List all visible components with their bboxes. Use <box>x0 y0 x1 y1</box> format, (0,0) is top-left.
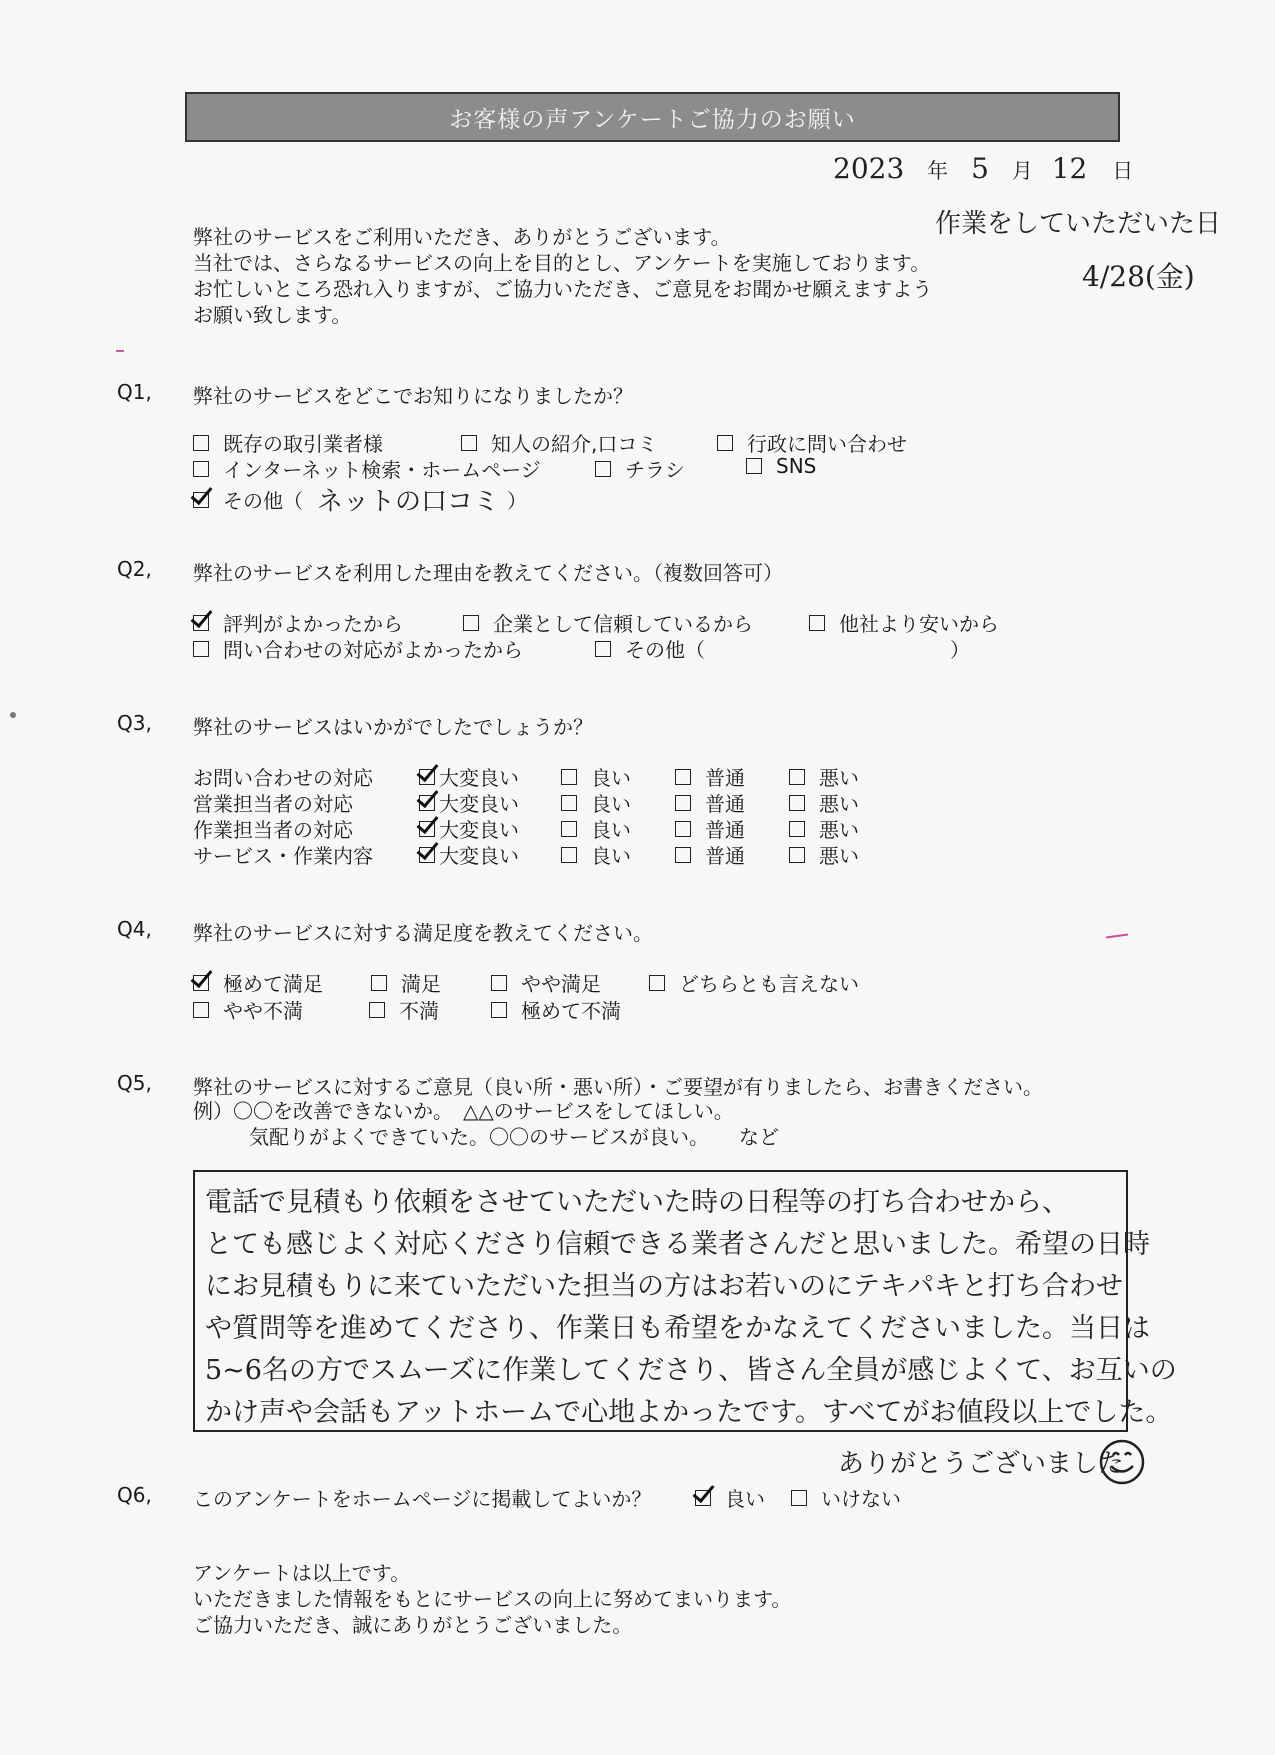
scan-speck <box>10 712 16 718</box>
q1-option-label: インターネット検索・ホームページ <box>223 458 541 482</box>
q4-checkbox[interactable] <box>491 975 507 991</box>
date-month: 5 <box>971 152 989 185</box>
q3-checkbox[interactable] <box>561 769 577 785</box>
q2-checkbox[interactable] <box>809 615 825 631</box>
q3-rating-label: 普通 <box>705 818 745 842</box>
work-date-value: 4/28(金) <box>1082 260 1195 293</box>
q3-checkbox[interactable] <box>675 821 691 837</box>
q1-checkbox-checked[interactable] <box>193 492 209 508</box>
q3-checkbox[interactable] <box>675 769 691 785</box>
q1-option-label: SNS <box>776 454 817 478</box>
intro-line: お忙しいところ恐れ入りますが、ご協力いただき、ご意見をお聞かせ願えますよう <box>193 277 933 301</box>
q3-row-label: サービス・作業内容 <box>193 844 373 868</box>
q2-option-label: その他（ <box>625 638 705 662</box>
q3-rating-option[interactable] <box>561 814 631 843</box>
q2-option[interactable] <box>193 634 523 663</box>
q4-checkbox[interactable] <box>649 975 665 991</box>
q3-row-label: お問い合わせの対応 <box>193 766 373 790</box>
q1-option[interactable] <box>717 428 907 457</box>
q3-rating-label: 大変良い <box>439 792 519 816</box>
q3-checkbox-checked[interactable] <box>419 847 435 863</box>
q2-option-label: 評判がよかったから <box>223 612 403 636</box>
q4-option[interactable] <box>491 995 621 1024</box>
q3-checkbox-checked[interactable] <box>419 795 435 811</box>
q3-rating-option[interactable] <box>675 840 745 869</box>
q1-checkbox[interactable] <box>717 435 733 451</box>
q3-rating-option[interactable] <box>789 788 859 817</box>
q3-rating-label: 大変良い <box>439 766 519 790</box>
q6-option[interactable] <box>791 1483 901 1512</box>
survey-title: お客様の声アンケートご協力のお願い <box>185 92 1120 142</box>
date-month-unit: 月 <box>1011 159 1033 183</box>
q1-option[interactable] <box>595 454 685 483</box>
q3-question: 弊社のサービスはいかがでしたでしょうか？ <box>193 715 593 739</box>
q3-rating-option[interactable] <box>561 840 631 869</box>
date-year: 2023 <box>833 152 905 185</box>
q6-checkbox[interactable] <box>791 1490 807 1506</box>
q3-rating-label: 良い <box>591 844 631 868</box>
q3-rating-label: 普通 <box>705 766 745 790</box>
q3-rating-option[interactable] <box>675 814 745 843</box>
date-day-unit: 日 <box>1112 159 1134 183</box>
intro-line: 弊社のサービスをご利用いただき、ありがとうございます。 <box>193 225 731 249</box>
footer-line: いただきました情報をもとにサービスの向上に努めてまいります。 <box>193 1587 792 1611</box>
q1-question: 弊社のサービスをどこでお知りになりましたか？ <box>193 384 633 408</box>
q3-rating-option[interactable] <box>675 788 745 817</box>
q1-option[interactable] <box>193 428 383 457</box>
q4-option-label: やや満足 <box>521 972 601 996</box>
q4-option-label: 不満 <box>399 999 439 1023</box>
q2-checkbox[interactable] <box>463 615 479 631</box>
q1-checkbox[interactable] <box>595 461 611 477</box>
q5-label: Q5, <box>117 1071 152 1095</box>
q2-question: 弊社のサービスを利用した理由を教えてください。（複数回答可） <box>193 561 783 585</box>
q3-rating-label: 悪い <box>819 818 859 842</box>
q2-option[interactable] <box>463 608 753 637</box>
q4-label: Q4, <box>117 917 152 941</box>
q2-checkbox-checked[interactable] <box>193 615 209 631</box>
work-date-label: 作業をしていただいた日 <box>935 209 1222 239</box>
q2-option-other[interactable] <box>595 634 970 663</box>
q5-answer-line: 電話で見積もり依頼をさせていただいた時の日程等の打ち合わせから、 <box>205 1187 1069 1218</box>
q4-checkbox[interactable] <box>371 975 387 991</box>
q3-checkbox[interactable] <box>561 821 577 837</box>
smiley-face-icon <box>1097 1437 1147 1487</box>
survey-date <box>833 152 1133 185</box>
q3-rating-option[interactable] <box>675 762 745 791</box>
q1-checkbox[interactable] <box>746 458 762 474</box>
q3-rating-option[interactable] <box>419 814 519 843</box>
q3-rating-label: 悪い <box>819 792 859 816</box>
q3-checkbox[interactable] <box>561 795 577 811</box>
q3-rating-label: 普通 <box>705 792 745 816</box>
q2-checkbox[interactable] <box>595 641 611 657</box>
q4-option[interactable] <box>649 968 859 997</box>
q4-option-label: 極めて満足 <box>223 972 323 996</box>
q1-option[interactable] <box>746 454 816 478</box>
q3-checkbox[interactable] <box>789 847 805 863</box>
q2-option[interactable] <box>193 608 403 637</box>
q5-question: 弊社のサービスに対するご意見（良い所・悪い所）・ご要望が有りましたら、お書きください。 <box>193 1075 1043 1099</box>
q3-rating-option[interactable] <box>419 762 519 791</box>
q4-option-label: 満足 <box>401 972 441 996</box>
q3-checkbox-checked[interactable] <box>419 821 435 837</box>
q4-option[interactable] <box>193 968 323 997</box>
footer-line: アンケートは以上です。 <box>193 1561 411 1585</box>
q5-answer-line: 5~6名の方でスムーズに作業してくださり、皆さん全員が感じよくて、お互いの <box>205 1355 1177 1386</box>
q4-checkbox[interactable] <box>491 1002 507 1018</box>
q1-option-label: 行政に問い合わせ <box>747 432 907 456</box>
q2-option-label: 他社より安いから <box>839 612 999 636</box>
q4-option[interactable] <box>369 995 439 1024</box>
q3-label: Q3, <box>117 711 152 735</box>
q2-option[interactable] <box>809 608 999 637</box>
q4-checkbox-checked[interactable] <box>193 975 209 991</box>
q1-checkbox[interactable] <box>193 461 209 477</box>
q1-option[interactable] <box>193 454 541 483</box>
q1-checkbox[interactable] <box>193 435 209 451</box>
q2-other-close: ） <box>950 638 970 662</box>
scan-mark <box>1106 933 1128 938</box>
q4-checkbox[interactable] <box>369 1002 385 1018</box>
q3-rating-label: 大変良い <box>439 844 519 868</box>
q3-rating-label: 普通 <box>705 844 745 868</box>
q3-rating-label: 良い <box>591 792 631 816</box>
q3-rating-option[interactable] <box>789 814 859 843</box>
q3-checkbox[interactable] <box>789 769 805 785</box>
q5-answer-line: にお見積もりに来ていただいた担当の方はお若いのにテキパキと打ち合わせ <box>205 1271 1123 1302</box>
q5-answer-line: や質問等を進めてくださり、作業日も希望をかなえてくださいました。当日は <box>205 1313 1150 1344</box>
q2-option-label: 企業として信頼しているから <box>493 612 753 636</box>
q4-checkbox[interactable] <box>193 1002 209 1018</box>
q3-checkbox[interactable] <box>789 795 805 811</box>
q3-rating-option[interactable] <box>789 840 859 869</box>
q5-thanks-note: ありがとうございました <box>838 1449 1125 1479</box>
footer-line: ご協力いただき、誠にありがとうございました。 <box>193 1613 633 1637</box>
q6-option[interactable] <box>695 1483 765 1512</box>
q3-rating-option[interactable] <box>419 788 519 817</box>
q3-rating-label: 悪い <box>819 844 859 868</box>
q1-option-label: 知人の紹介,口コミ <box>491 432 658 456</box>
q1-option-label: チラシ <box>625 458 685 482</box>
q6-option-label: いけない <box>821 1487 901 1511</box>
q4-option-label: やや不満 <box>223 999 303 1023</box>
q4-question: 弊社のサービスに対する満足度を教えてください。 <box>193 921 653 945</box>
q6-label: Q6, <box>117 1483 152 1507</box>
q3-rating-option[interactable] <box>561 788 631 817</box>
q3-checkbox-checked[interactable] <box>419 769 435 785</box>
q3-checkbox[interactable] <box>789 821 805 837</box>
q2-option-label: 問い合わせの対応がよかったから <box>223 638 523 662</box>
date-year-unit: 年 <box>927 159 949 183</box>
q5-example-line: 気配りがよくできていた。〇〇のサービスが良い。 など <box>249 1125 779 1149</box>
q3-checkbox[interactable] <box>561 847 577 863</box>
q5-answer-line: とても感じよく対応くださり信頼できる業者さんだと思いました。希望の日時 <box>205 1229 1150 1260</box>
q4-option-label: どちらとも言えない <box>679 972 859 996</box>
q2-label: Q2, <box>117 557 152 581</box>
q2-checkbox[interactable] <box>193 641 209 657</box>
intro-line: お願い致します。 <box>193 303 352 327</box>
q1-other-answer: ネットの口コミ <box>317 487 500 517</box>
q5-example-line: 例）〇〇を改善できないか。 △△のサービスをしてほしい。 <box>193 1099 734 1123</box>
q6-option-label: 良い <box>725 1487 765 1511</box>
q1-option-label: その他（ <box>223 489 303 513</box>
q3-rating-option[interactable] <box>561 762 631 791</box>
q3-checkbox[interactable] <box>675 795 691 811</box>
date-day: 12 <box>1051 152 1088 185</box>
q4-option[interactable] <box>193 995 303 1024</box>
q3-rating-option[interactable] <box>419 840 519 869</box>
intro-line: 当社では、さらなるサービスの向上を目的とし、アンケートを実施しております。 <box>193 251 931 275</box>
q1-label: Q1, <box>117 380 152 404</box>
q4-option-label: 極めて不満 <box>521 999 621 1023</box>
q3-checkbox[interactable] <box>675 847 691 863</box>
q3-row-label: 作業担当者の対応 <box>193 818 353 842</box>
q1-checkbox[interactable] <box>461 435 477 451</box>
q3-rating-label: 大変良い <box>439 818 519 842</box>
q1-option[interactable] <box>461 428 657 457</box>
q3-rating-option[interactable] <box>789 762 859 791</box>
q1-other-close: ） <box>507 489 527 513</box>
q6-question: このアンケートをホームページに掲載してよいか？ <box>193 1487 652 1511</box>
q3-row-label: 営業担当者の対応 <box>193 792 353 816</box>
q4-option[interactable] <box>371 968 441 997</box>
q5-answer-line: かけ声や会話もアットホームで心地よかったです。すべてがお値段以上でした。 <box>205 1397 1173 1428</box>
q3-rating-label: 良い <box>591 766 631 790</box>
q3-rating-label: 悪い <box>819 766 859 790</box>
q3-rating-label: 良い <box>591 818 631 842</box>
q4-option[interactable] <box>491 968 601 997</box>
q1-option-label: 既存の取引業者様 <box>223 432 383 456</box>
q6-checkbox-checked[interactable] <box>695 1490 711 1506</box>
q1-option-other[interactable] <box>193 481 527 518</box>
scan-mark <box>116 350 124 352</box>
